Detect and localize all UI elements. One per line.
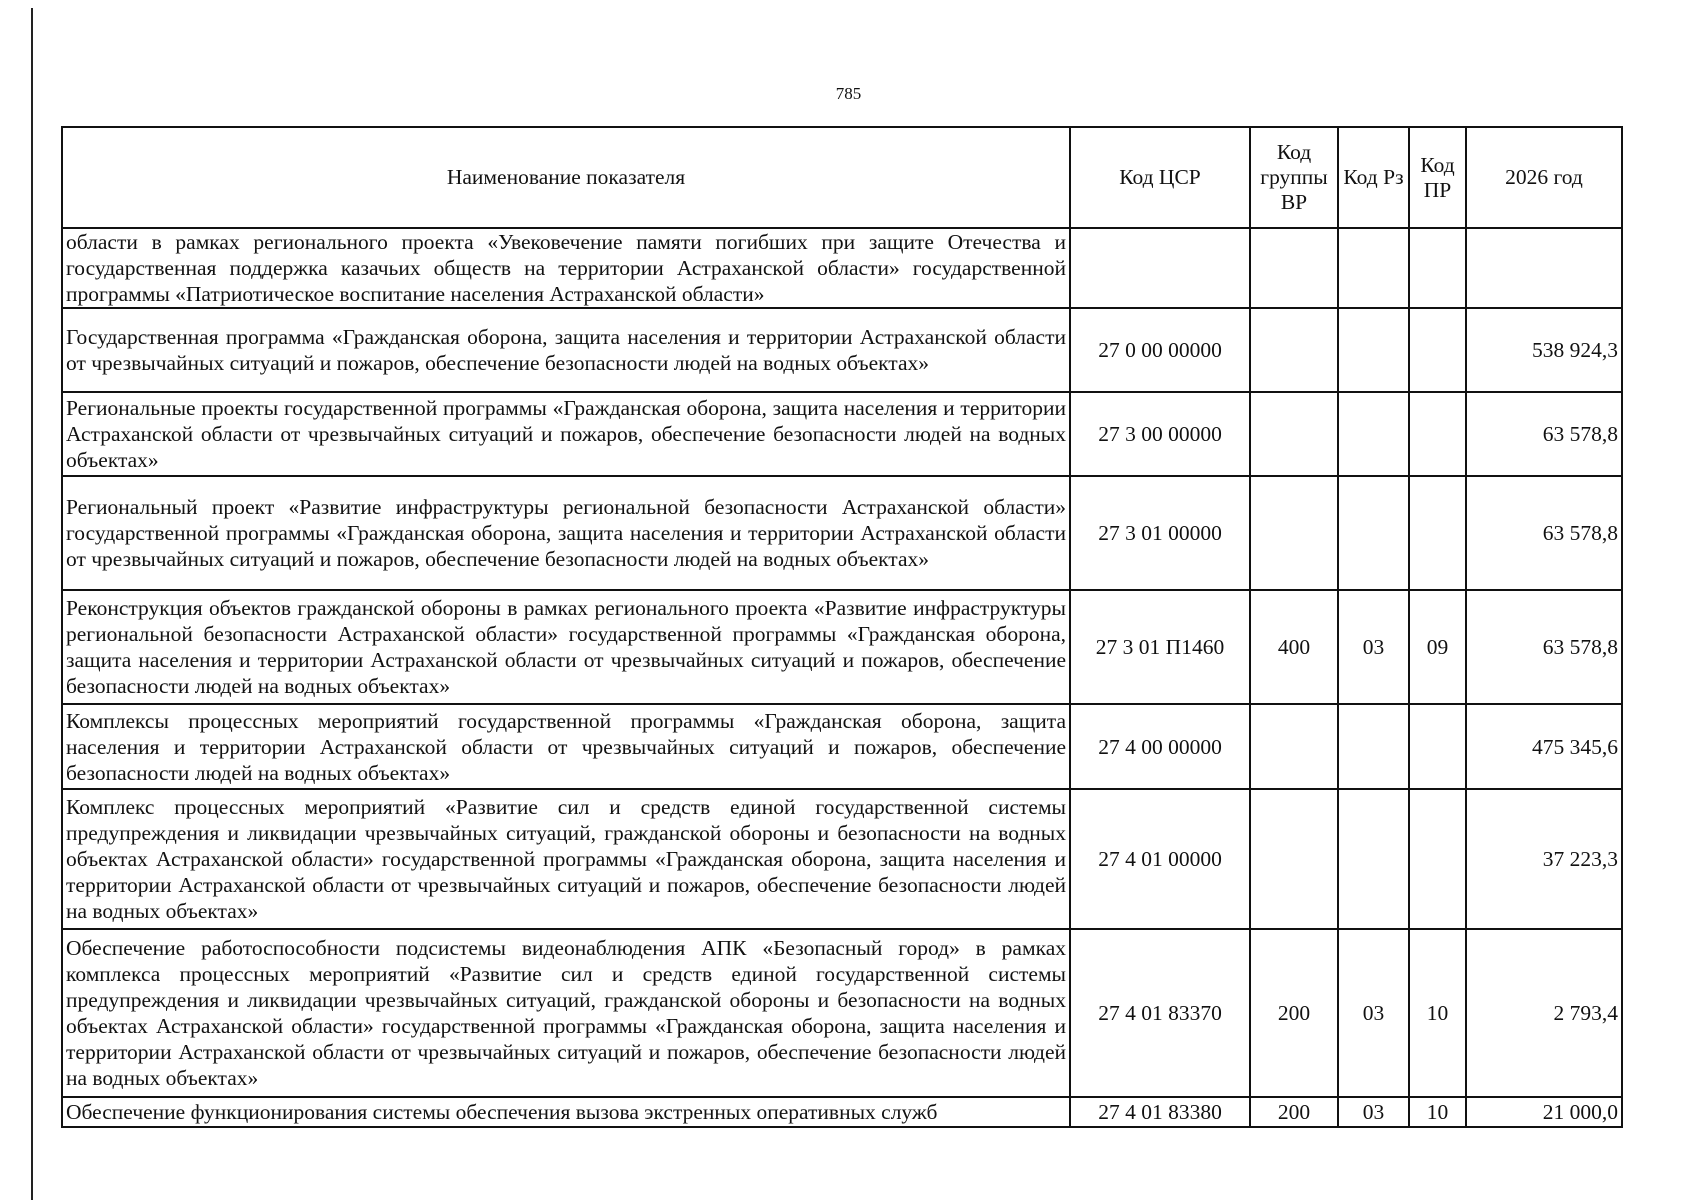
- row-pr: 10: [1409, 1097, 1466, 1127]
- row-rz: 03: [1338, 590, 1409, 704]
- row-rz: 03: [1338, 1097, 1409, 1127]
- header-vr: Код группы ВР: [1250, 127, 1338, 228]
- row-pr: [1409, 308, 1466, 392]
- row-csr: 27 3 00 00000: [1070, 392, 1250, 476]
- row-pr: [1409, 228, 1466, 308]
- row-amount: 63 578,8: [1466, 392, 1622, 476]
- table-row: [62, 789, 1622, 929]
- header-rz: Код Рз: [1338, 127, 1409, 228]
- row-amount: 37 223,3: [1466, 789, 1622, 929]
- page-number: 785: [835, 84, 862, 103]
- header-pr: Код ПР: [1409, 127, 1466, 228]
- row-amount: 2 793,4: [1466, 929, 1622, 1097]
- row-vr: 400: [1250, 590, 1338, 704]
- row-vr: [1250, 392, 1338, 476]
- row-vr: [1250, 789, 1338, 929]
- left-margin-rule: [31, 8, 33, 1200]
- row-csr: 27 4 01 00000: [1070, 789, 1250, 929]
- row-amount: 538 924,3: [1466, 308, 1622, 392]
- table-header-row: [62, 127, 1622, 228]
- header-csr: Код ЦСР: [1070, 127, 1250, 228]
- row-pr: [1409, 704, 1466, 789]
- row-amount: 63 578,8: [1466, 590, 1622, 704]
- row-pr: 10: [1409, 929, 1466, 1097]
- row-csr: 27 4 01 83380: [1070, 1097, 1250, 1127]
- row-csr: 27 4 00 00000: [1070, 704, 1250, 789]
- row-name: Региональный проект «Развитие инфраструктуры региональной безопасности Астраханской области» государственной программы «Гражданская оборона, защита населения и территории Астраханской области от чрезвычайных ситуаций и пожаров, обеспечение безопасности людей на водных объектах»: [62, 476, 1070, 590]
- row-csr: 27 4 01 83370: [1070, 929, 1250, 1097]
- row-csr: 27 0 00 00000: [1070, 308, 1250, 392]
- row-vr: 200: [1250, 929, 1338, 1097]
- row-vr: [1250, 704, 1338, 789]
- table-row: [62, 1097, 1622, 1127]
- row-amount: 63 578,8: [1466, 476, 1622, 590]
- row-amount: [1466, 228, 1622, 308]
- row-rz: [1338, 228, 1409, 308]
- row-name: Реконструкция объектов гражданской обороны в рамках регионального проекта «Развитие инфраструктуры региональной безопасности Астраханской области» государственной программы «Гражданская оборона, защита населения и территории Астраханской области от чрезвычайных ситуаций и пожаров, обеспечение безопасности людей на водных объектах»: [62, 590, 1070, 704]
- row-pr: 09: [1409, 590, 1466, 704]
- table-row: [62, 704, 1622, 789]
- table-row: [62, 929, 1622, 1097]
- row-vr: [1250, 476, 1338, 590]
- row-name: Региональные проекты государственной программы «Гражданская оборона, защита населения и территории Астраханской области от чрезвычайных ситуаций и пожаров, обеспечение безопасности людей на водных объектах»: [62, 392, 1070, 476]
- header-year: 2026 год: [1466, 127, 1622, 228]
- row-csr: 27 3 01 П1460: [1070, 590, 1250, 704]
- row-pr: [1409, 789, 1466, 929]
- row-pr: [1409, 392, 1466, 476]
- row-name: области в рамках регионального проекта «Увековечение памяти погибших при защите Отечества и государственная поддержка казачьих обществ на территории Астраханской области» государственной программы «Патриотическое воспитание населения Астраханской области»: [62, 228, 1070, 308]
- row-csr: [1070, 228, 1250, 308]
- budget-table: [61, 126, 1623, 1128]
- row-amount: 475 345,6: [1466, 704, 1622, 789]
- row-rz: [1338, 789, 1409, 929]
- row-rz: 03: [1338, 929, 1409, 1097]
- row-name: Комплекс процессных мероприятий «Развитие сил и средств единой государственной системы предупреждения и ликвидации чрезвычайных ситуаций, гражданской обороны и безопасности на водных объектах Астраханской области» государственной программы «Гражданская оборона, защита населения и территории Астраханской области от чрезвычайных ситуаций и пожаров, обеспечение безопасности людей на водных объектах»: [62, 789, 1070, 929]
- row-vr: [1250, 228, 1338, 308]
- row-rz: [1338, 392, 1409, 476]
- header-name: Наименование показателя: [62, 127, 1070, 228]
- row-pr: [1409, 476, 1466, 590]
- row-name: Комплексы процессных мероприятий государственной программы «Гражданская оборона, защита населения и территории Астраханской области от чрезвычайных ситуаций и пожаров, обеспечение безопасности людей на водных объектах»: [62, 704, 1070, 789]
- row-csr: 27 3 01 00000: [1070, 476, 1250, 590]
- row-rz: [1338, 476, 1409, 590]
- table-row: [62, 308, 1622, 392]
- row-name: Государственная программа «Гражданская оборона, защита населения и территории Астраханской области от чрезвычайных ситуаций и пожаров, обеспечение безопасности людей на водных объектах»: [62, 308, 1070, 392]
- table-row: [62, 476, 1622, 590]
- row-name: Обеспечение работоспособности подсистемы видеонаблюдения АПК «Безопасный город» в рамках комплекса процессных мероприятий «Развитие сил и средств единой государственной системы предупреждения и ликвидации чрезвычайных ситуаций, гражданской обороны и безопасности на водных объектах Астраханской области» государственной программы «Гражданская оборона, защита населения и территории Астраханской области от чрезвычайных ситуаций и пожаров, обеспечение безопасности людей на водных объектах»: [62, 929, 1070, 1097]
- row-vr: [1250, 308, 1338, 392]
- table-row: [62, 590, 1622, 704]
- row-rz: [1338, 308, 1409, 392]
- row-rz: [1338, 704, 1409, 789]
- row-amount: 21 000,0: [1466, 1097, 1622, 1127]
- table-row: [62, 228, 1622, 308]
- row-name: Обеспечение функционирования системы обеспечения вызова экстренных оперативных служб: [62, 1097, 1070, 1127]
- table-row: [62, 392, 1622, 476]
- row-vr: 200: [1250, 1097, 1338, 1127]
